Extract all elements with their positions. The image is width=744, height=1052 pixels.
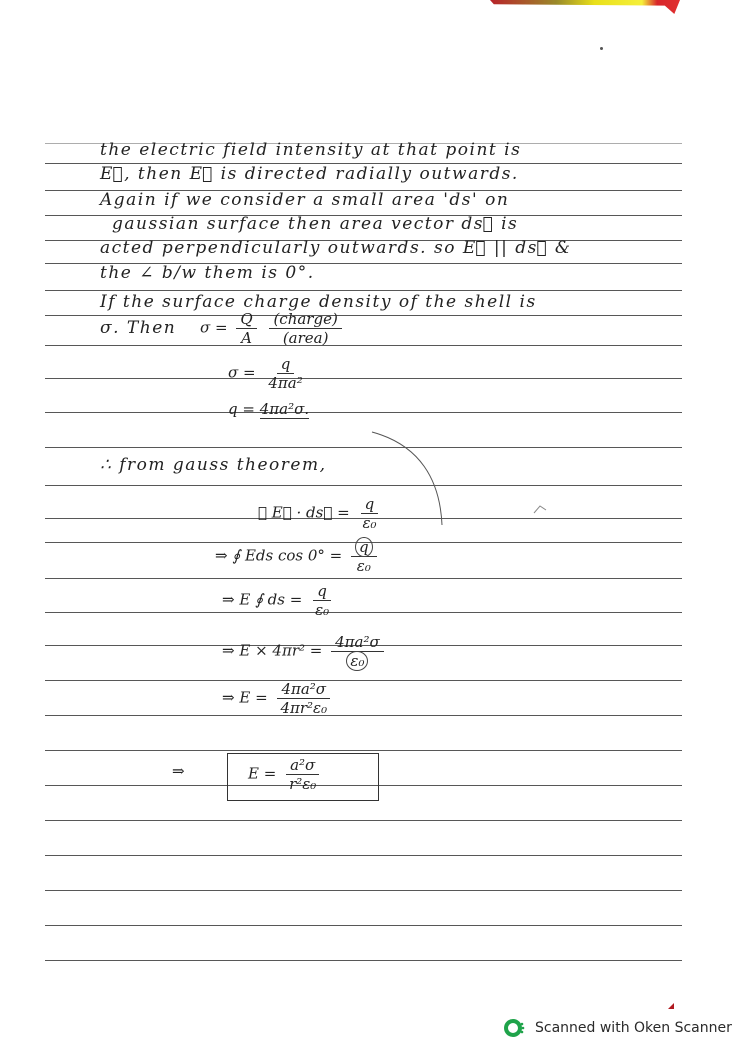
eq-lhs: σ = [200,318,228,337]
fraction-note [269,310,341,347]
red-corner-mark [668,1003,674,1009]
ruled-line [45,578,682,579]
eq-lhs: q = [228,400,255,418]
sigma-definition [200,310,346,347]
denominator: A [241,329,252,347]
sticker-fragment [490,0,680,14]
implies-symbol: ⇒ [222,590,235,609]
oken-scanner-logo-icon [503,1017,525,1039]
note-line: the electric field intensity at that point is [100,140,522,160]
ruled-line [45,750,682,751]
eq-lhs: E × 4πr² = [239,641,323,660]
derivation-step [258,495,385,532]
denominator: 4πa² [268,374,303,392]
fraction [264,355,306,392]
ruled-line [45,960,682,961]
numerator: 4πa²σ [331,633,384,652]
implies-symbol: ⇒ [222,688,235,707]
ruled-line [45,447,682,448]
eq-lhs: ∮ Eds cos 0° = [232,546,343,565]
denominator: ε₀ [346,651,368,671]
fraction [311,582,333,619]
eq-lhs: E = [239,688,268,707]
ruled-line [45,890,682,891]
ruled-line [45,680,682,681]
scanner-watermark [503,1017,732,1039]
derivation-step [222,633,388,670]
watermark-label: Scanned with Oken Scanner [535,1020,732,1036]
numerator: a²σ [286,756,319,775]
derivation-intro: ∴ from gauss theorem, [100,455,327,475]
fraction [236,310,256,347]
ruled-line [45,855,682,856]
ruled-line [45,412,682,413]
note-line: If the surface charge density of the shell is [100,292,537,312]
ruled-line [45,315,682,316]
fraction [285,756,320,793]
ruled-line [45,612,682,613]
numerator: q [361,495,379,514]
result-implies: ⇒ [172,762,185,780]
note-line: acted perpendicularly outwards. so E⃗ || ds⃗ & [100,238,572,258]
eq-lhs: E = [248,764,277,783]
numerator: q [355,537,373,557]
fraction [351,538,377,575]
denominator: ε₀ [356,557,371,575]
numerator: (charge) [269,310,341,329]
denominator: 4πr²ε₀ [280,699,328,717]
eq-lhs: σ = [228,363,256,382]
numerator: 4πa²σ [277,680,330,699]
ruled-line [45,345,682,346]
final-result [248,756,324,793]
derivation-step [222,582,337,619]
eq-rhs: 4πa²σ. [259,400,310,418]
eq-lhs: ∮ E⃗ · ds⃗ = [258,503,350,522]
note-line: Again if we consider a small area 'ds' on [100,190,510,210]
eq-lhs: E ∮ ds = [239,590,303,609]
denominator: r²ε₀ [289,775,317,793]
ruled-line [45,378,682,379]
derivation-step [222,680,335,717]
numerator: Q [236,310,256,329]
denominator: ε₀ [362,514,377,532]
ruled-line [45,290,682,291]
ruled-line [45,715,682,716]
implies-symbol: ⇒ [222,641,235,660]
stray-mark-icon [533,504,547,514]
implies-symbol: ⇒ [215,546,228,565]
ruled-line [45,820,682,821]
fraction [331,633,384,670]
fraction [276,680,331,717]
derivation-step [215,538,381,575]
denominator: (area) [282,329,329,347]
note-line: gaussian surface then area vector ds⃗ is [112,214,519,234]
ruled-line [45,485,682,486]
denominator: ε₀ [315,601,330,619]
numerator: q [313,582,331,601]
note-line: the ∠ b/w them is 0°. [100,263,315,283]
numerator: q [277,355,295,374]
fraction [358,495,380,532]
ruled-line [45,925,682,926]
q-equation [228,400,309,418]
sigma-equation [228,355,311,392]
note-line: σ. Then [100,318,177,338]
speck [600,47,603,50]
note-line: E⃗, then E⃗ is directed radially outwards. [100,164,519,184]
